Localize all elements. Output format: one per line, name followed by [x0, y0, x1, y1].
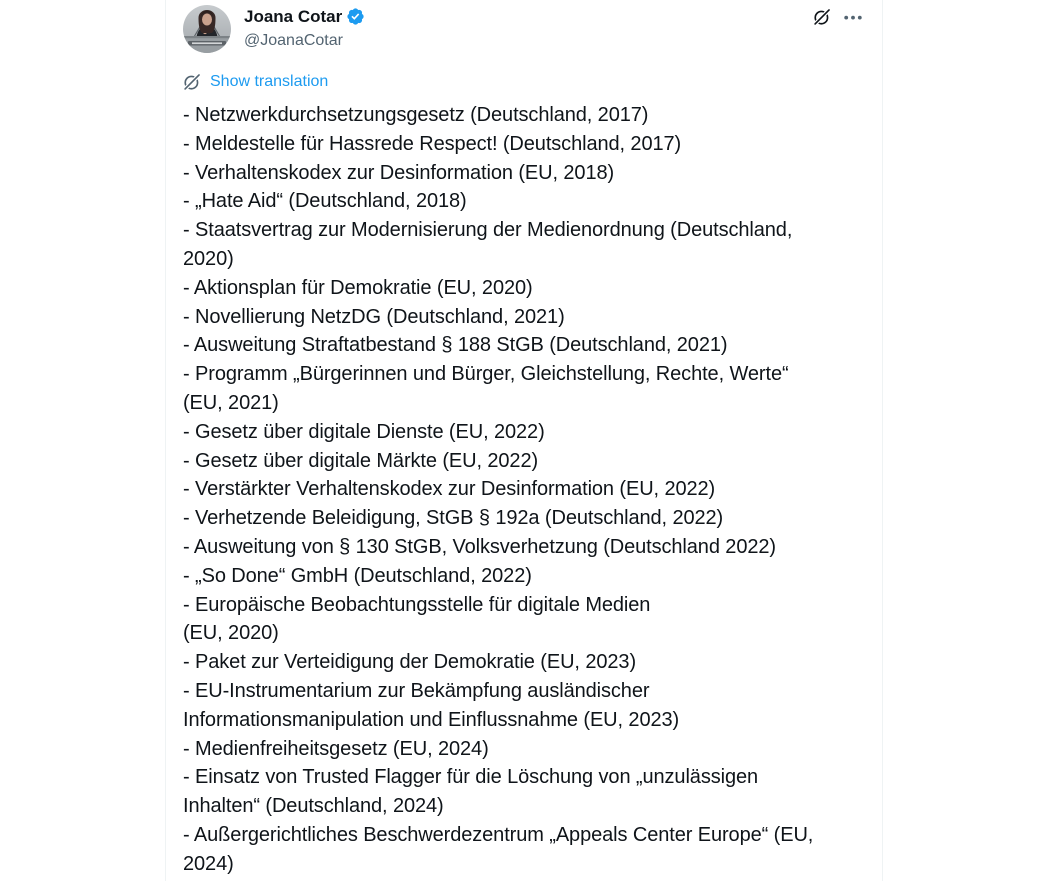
- avatar[interactable]: [183, 5, 231, 53]
- author-name[interactable]: Joana Cotar: [244, 7, 343, 26]
- tweet-text-line: - „Hate Aid“ (Deutschland, 2018): [183, 190, 467, 213]
- show-translation-button[interactable]: [183, 72, 328, 92]
- tweet-text-line: (EU, 2020): [183, 622, 279, 645]
- header-actions: [813, 7, 863, 27]
- tweet-text-line: - Gesetz über digitale Dienste (EU, 2022): [183, 420, 545, 443]
- grok-translate-icon: [183, 73, 201, 91]
- tweet-text-line: - Staatsvertrag zur Modernisierung der Medienordnung (Deutschland,: [183, 219, 793, 242]
- tweet-text-line: - Programm „Bürgerinnen und Bürger, Gleichstellung, Rechte, Werte“: [183, 363, 789, 386]
- tweet-text-line: - Paket zur Verteidigung der Demokratie (EU, 2023): [183, 651, 636, 674]
- tweet-card: [165, 0, 883, 881]
- tweet-text-line: - EU-Instrumentarium zur Bekämpfung ausländischer: [183, 679, 650, 702]
- tweet-text-line: 2024): [183, 852, 234, 875]
- tweet-text-line: - Ausweitung Straftatbestand § 188 StGB (Deutschland, 2021): [183, 334, 728, 357]
- author-block: [244, 6, 365, 51]
- tweet-text-line: - Ausweitung von § 130 StGB, Volksverhetzung (Deutschland 2022): [183, 535, 776, 558]
- profile-photo-image: [183, 5, 231, 53]
- tweet-text-line: 2020): [183, 247, 234, 270]
- author-handle[interactable]: @JoanaCotar: [244, 32, 343, 49]
- tweet-text-line: - Gesetz über digitale Märkte (EU, 2022): [183, 449, 539, 472]
- grok-icon[interactable]: [813, 8, 831, 26]
- tweet-text-line: - Verhaltenskodex zur Desinformation (EU, 2018): [183, 161, 615, 184]
- tweet-text-line: - Verstärkter Verhaltenskodex zur Desinformation (EU, 2022): [183, 478, 716, 501]
- more-ellipsis-icon[interactable]: [843, 8, 863, 26]
- tweet-text-line: (EU, 2021): [183, 391, 279, 414]
- tweet-text-line: Inhalten“ (Deutschland, 2024): [183, 795, 444, 818]
- tweet-text-line: - „So Done“ GmbH (Deutschland, 2022): [183, 564, 532, 587]
- tweet-text-line: - Medienfreiheitsgesetz (EU, 2024): [183, 737, 489, 760]
- verified-badge-icon: [346, 7, 365, 26]
- show-translation-label: Show translation: [210, 73, 329, 90]
- tweet-text-line: - Meldestelle für Hassrede Respect! (Deutschland, 2017): [183, 132, 682, 155]
- tweet-text-line: Informationsmanipulation und Einflussnahme (EU, 2023): [183, 708, 680, 731]
- tweet-text-line: - Außergerichtliches Beschwerdezentrum „Appeals Center Europe“ (EU,: [183, 823, 814, 846]
- tweet-text-line: - Netzwerkdurchsetzungsgesetz (Deutschland, 2017): [183, 104, 649, 126]
- tweet-text-line: - Verhetzende Beleidigung, StGB § 192a (Deutschland, 2022): [183, 507, 724, 530]
- tweet-text-line: - Einsatz von Trusted Flagger für die Löschung von „unzulässigen: [183, 766, 759, 789]
- tweet-text-line: - Novellierung NetzDG (Deutschland, 2021): [183, 305, 565, 328]
- tweet-text: [183, 101, 867, 879]
- tweet-text-line: - Europäische Beobachtungsstelle für digitale Medien: [183, 593, 651, 616]
- tweet-text-line: - Aktionsplan für Demokratie (EU, 2020): [183, 276, 533, 299]
